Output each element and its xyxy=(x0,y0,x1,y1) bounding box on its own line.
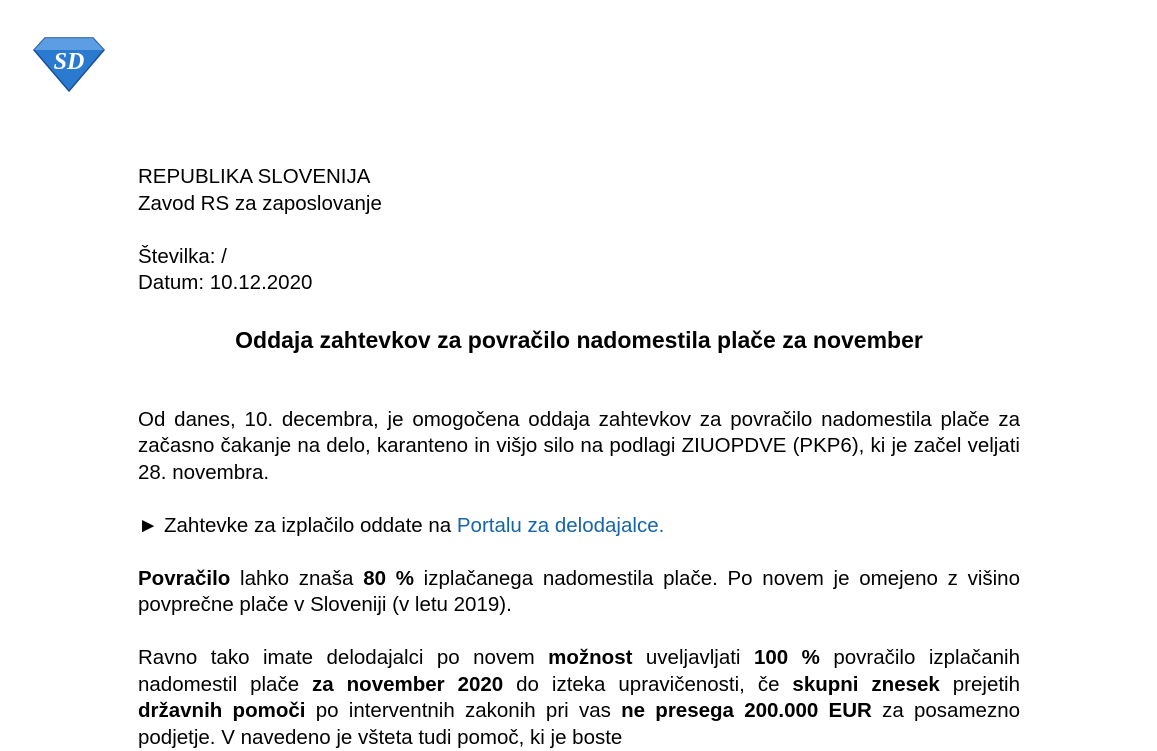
paragraph-option xyxy=(138,645,1020,751)
paragraph-refund xyxy=(138,566,1020,619)
text-run: za posamezno podjetje. V navedeno je všteta tudi pomoč, ki je boste xyxy=(138,699,1020,749)
bold-text: ne presega 200.000 EUR xyxy=(621,699,872,722)
spacer xyxy=(138,217,1020,244)
text-run: uveljavljati xyxy=(632,646,754,669)
text-run: povračilo izplačanih nadomestil plače xyxy=(138,646,1021,696)
text-run: izplačanega nadomestila plače. Po novem je omejeno z višino povprečne plače v Sloveniji (v letu 2019). xyxy=(138,566,1020,616)
text-run: prejetih xyxy=(939,672,1020,696)
header-date: Datum: 10.12.2020 xyxy=(138,271,313,294)
bold-text: 100 % xyxy=(753,646,820,669)
text-run: po interventnih zakonih pri vas xyxy=(305,699,622,722)
document-page xyxy=(138,164,1020,751)
portal-link[interactable]: Portalu za delodajalce. xyxy=(456,513,665,537)
bullet-arrow-icon: ► xyxy=(138,513,159,537)
paragraph-intro: Od danes, 10. decembra, je omogočena oddaja zahtevkov za povračilo nadomestila plače za začasno čakanje na delo, karanteno in višjo silo na podlagi ZIUOPDVE (PKP6), ki je začel veljati 28. novembra. xyxy=(138,407,1020,484)
bold-text: skupni znesek xyxy=(792,672,940,696)
bold-text: možnost xyxy=(548,646,633,669)
zrss-logo-icon xyxy=(33,36,105,92)
paragraph-portal-text: Zahtevke za izplačilo oddate na xyxy=(158,513,457,537)
bold-text: Povračilo xyxy=(138,566,231,590)
header-agency: Zavod RS za zaposlovanje xyxy=(138,191,382,215)
bold-text: 80 % xyxy=(363,566,414,590)
paragraph-portal xyxy=(138,513,1020,540)
header-number: Številka: / xyxy=(138,244,227,268)
text-run: do izteka upravičenosti, če xyxy=(503,672,793,696)
bold-text: državnih pomoči xyxy=(138,699,306,722)
document-title: Oddaja zahtevkov za povračilo nadomestila plače za november xyxy=(235,326,923,353)
text-run: Ravno tako imate delodajalci po novem xyxy=(138,646,549,669)
svg-text:SD: SD xyxy=(53,49,85,75)
text-run: lahko znaša xyxy=(230,566,364,590)
header-republic: REPUBLIKA SLOVENIJA xyxy=(138,165,371,188)
bold-text: za november 2020 xyxy=(312,672,504,696)
